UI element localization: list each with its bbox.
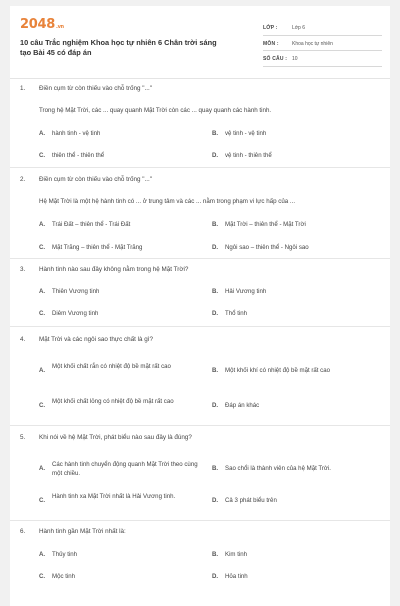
option-text: Ngôi sao – thiên thể - Ngôi sao xyxy=(225,244,309,251)
page-header xyxy=(20,14,382,74)
option-letter: C. xyxy=(39,402,46,409)
option-text: Hành tinh xa Mặt Trời nhất là Hải Vương tinh. xyxy=(52,493,176,500)
option-text: Một khối chất lỏng có nhiệt độ bề mặt rất cao xyxy=(52,398,174,405)
option-letter: D. xyxy=(212,152,219,159)
question-number: 6. xyxy=(20,528,26,535)
option-letter: D. xyxy=(212,497,219,504)
option-letter: A. xyxy=(39,367,46,374)
option-text: Một khối khí có nhiệt độ bề mặt rất cao xyxy=(225,367,331,374)
header-divider xyxy=(10,78,390,79)
option-text: Một khối chất rắn có nhiệt độ bề mặt rất cao xyxy=(52,363,171,370)
meta-value: 10 xyxy=(292,56,298,62)
question-text: Hành tinh gần Mặt Trời nhất là: xyxy=(39,528,126,535)
option-text: Diêm Vương tinh xyxy=(52,310,99,317)
question-divider xyxy=(10,326,390,327)
meta-value: Khoa học tự nhiên xyxy=(292,40,333,47)
question-divider xyxy=(10,258,390,259)
meta-row-count xyxy=(263,51,382,67)
option-letter: C. xyxy=(39,244,46,251)
option-text: thiên thể - thiên thể xyxy=(52,152,105,159)
option-letter: D. xyxy=(212,402,219,409)
question-sentence: Hệ Mặt Trời là một hệ hành tinh có ... ở trung tâm và các ... nằm trong phạm vi lực hấp của ... xyxy=(39,198,296,205)
meta-key: MÔN : xyxy=(263,40,279,47)
option-text: vệ tinh - vệ tinh xyxy=(225,130,267,137)
question-text: Điền cụm từ còn thiếu vào chỗ trống "..." xyxy=(39,85,152,92)
option-letter: A. xyxy=(39,221,46,228)
question-divider xyxy=(10,167,390,168)
option-letter: C. xyxy=(39,573,46,580)
option-text: vệ tinh - thiên thể xyxy=(225,152,272,159)
option-letter: B. xyxy=(212,130,219,137)
option-text: Đáp án khác xyxy=(225,402,260,409)
option-letter: D. xyxy=(212,310,219,317)
logo-suffix: .vn xyxy=(55,24,64,30)
question-number: 3. xyxy=(20,266,26,273)
meta-row-subject xyxy=(263,36,382,52)
question-number: 2. xyxy=(20,176,26,183)
option-text: Hải Vương tinh xyxy=(225,288,267,295)
option-text: Sao chổi là thành viên của hệ Mặt Trời. xyxy=(225,465,331,472)
meta-row-class xyxy=(263,20,382,36)
question-text: Khi nói về hệ Mặt Trời, phát biểu nào sau đây là đúng? xyxy=(39,434,192,441)
meta-value: Lớp 6 xyxy=(292,25,306,31)
worksheet-page xyxy=(10,6,390,606)
option-text: Kim tinh xyxy=(225,551,248,558)
option-letter: C. xyxy=(39,497,46,504)
meta-key: SỐ CÂU : xyxy=(263,56,288,62)
option-letter: B. xyxy=(212,367,219,374)
option-letter: B. xyxy=(212,221,219,228)
question-number: 4. xyxy=(20,336,26,343)
option-letter: D. xyxy=(212,244,219,251)
option-text: Cả 3 phát biểu trên xyxy=(225,497,277,504)
document-title: 10 câu Trắc nghiệm Khoa học tự nhiên 6 Chân trời sáng tạo Bài 45 có đáp án xyxy=(20,38,217,57)
option-letter: A. xyxy=(39,551,46,558)
option-letter: A. xyxy=(39,465,46,472)
option-text: Hỏa tinh xyxy=(225,573,248,580)
question-number: 1. xyxy=(20,85,26,92)
option-text: Mặt Trời – thiên thể - Mặt Trời xyxy=(225,221,306,228)
option-letter: A. xyxy=(39,288,46,295)
question-text: Mặt Trời và các ngôi sao thực chất là gì? xyxy=(39,336,154,343)
option-letter: A. xyxy=(39,130,46,137)
option-text: Trái Đất – thiên thể - Trái Đất xyxy=(52,221,131,228)
option-text: Thiên Vương tinh xyxy=(52,288,100,295)
question-divider xyxy=(10,520,390,521)
logo-text: 2048 xyxy=(20,17,55,32)
question-divider xyxy=(10,425,390,426)
option-text: Mộc tinh xyxy=(52,573,76,580)
meta-key: LỚP : xyxy=(263,25,278,31)
question-number: 5. xyxy=(20,434,26,441)
option-letter: B. xyxy=(212,465,219,472)
question-text: Điền cụm từ còn thiếu vào chỗ trống "..." xyxy=(39,176,152,183)
option-letter: C. xyxy=(39,152,46,159)
option-text: Thổ tinh xyxy=(225,310,248,317)
option-text: Thủy tinh xyxy=(52,551,78,558)
option-letter: C. xyxy=(39,310,46,317)
meta-table xyxy=(263,20,382,67)
option-letter: D. xyxy=(212,573,219,580)
option-text: hành tinh - vệ tinh xyxy=(52,130,101,137)
site-logo[interactable] xyxy=(20,17,64,32)
option-letter: B. xyxy=(212,551,219,558)
question-sentence: Trong hệ Mặt Trời, các ... quay quanh Mặt Trời còn các ... quay quanh các hành tinh. xyxy=(39,107,272,114)
option-text: Mặt Trăng – thiên thể - Mặt Trăng xyxy=(52,244,143,251)
option-text: Các hành tinh chuyển động quanh Mặt Trời theo cùng một chiều. xyxy=(52,461,198,477)
question-text: Hành tinh nào sau đây không nằm trong hệ Mặt Trời? xyxy=(39,266,189,273)
option-letter: B. xyxy=(212,288,219,295)
